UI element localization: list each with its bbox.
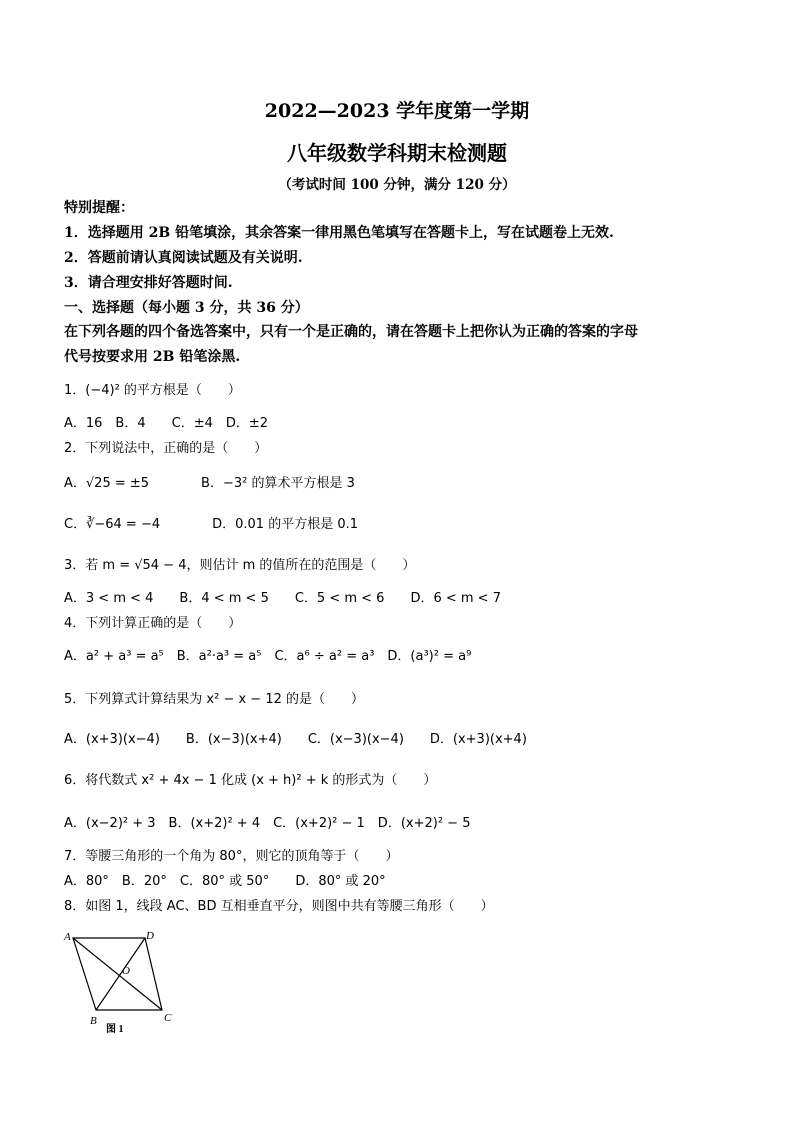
label-b: B — [90, 1015, 97, 1027]
section-instruction-line-1: 在下列各题的四个备选答案中，只有一个是正确的，请在答题卡上把你认为正确的答案的字母 — [64, 324, 638, 340]
question-1-stem: 1．(−4)² 的平方根是（ ） — [64, 383, 241, 398]
exam-title: 八年级数学科期末检测题 — [287, 141, 507, 165]
question-7-stem: 7．等腰三角形的一个角为 80°，则它的顶角等于（ ） — [64, 849, 399, 864]
section-heading: 一、选择题（每小题 3 分，共 36 分） — [64, 300, 309, 316]
question-1-options: A．16 B．4 C．±4 D．±2 — [64, 416, 269, 431]
question-7-options: A．80° B．20° C．80° 或 50° D．80° 或 20° — [64, 874, 386, 889]
question-2-stem: 2．下列说法中，正确的是（ ） — [64, 441, 268, 456]
question-8-stem: 8．如图 1，线段 AC、BD 互相垂直平分，则图中共有等腰三角形（ ） — [64, 899, 494, 914]
question-2-options-ab: A．√25 = ±5 B．−3² 的算术平方根是 3 — [64, 476, 355, 491]
figure-1-rhombus-diagram — [60, 926, 190, 1042]
question-5-options: A．(x+3)(x−4) B．(x−3)(x+4) C．(x−3)(x−4) D．(x+3)(x+4) — [64, 732, 527, 747]
exam-year-term: 2022—2023 学年度第一学期 — [264, 100, 530, 122]
label-d: D — [146, 930, 154, 942]
label-c: C — [164, 1012, 172, 1024]
exam-info: （考试时间 100 分钟，满分 120 分） — [278, 177, 516, 193]
section-instruction-line-2: 代号按要求用 2B 铅笔涂黑. — [64, 349, 241, 365]
question-4-options: A．a² + a³ = a⁵ B．a²·a³ = a⁵ C．a⁶ ÷ a² = a³ D．(a³)² = a⁹ — [64, 649, 472, 664]
question-4-stem: 4．下列计算正确的是（ ） — [64, 616, 242, 631]
question-3-options: A．3 < m < 4 B．4 < m < 5 C．5 < m < 6 D．6 < m < 7 — [64, 591, 501, 606]
diagonal-bd — [96, 938, 145, 1010]
label-o: O — [122, 965, 130, 977]
label-a: A — [64, 931, 71, 943]
question-6-options: A．(x−2)² + 3 B．(x+2)² + 4 C．(x+2)² − 1 D．(x+2)² − 5 — [64, 816, 471, 831]
notice-heading: 特别提醒： — [64, 200, 134, 216]
diagonal-ac — [73, 938, 162, 1010]
question-6-stem: 6．将代数式 x² + 4x − 1 化成 (x + h)² + k 的形式为（ ） — [64, 773, 437, 788]
question-5-stem: 5．下列算式计算结果为 x² − x − 12 的是（ ） — [64, 692, 364, 707]
notice-item-1: 1．选择题用 2B 铅笔填涂，其余答案一律用黑色笔填写在答题卡上，写在试题卷上无效. — [64, 225, 614, 241]
question-2-options-cd: C．∛−64 = −4 D．0.01 的平方根是 0.1 — [64, 517, 359, 532]
figure-caption: 图 1 — [106, 1024, 124, 1035]
notice-item-2: 2．答题前请认真阅读试题及有关说明. — [64, 250, 303, 266]
question-3-stem: 3．若 m = √54 − 4，则估计 m 的值所在的范围是（ ） — [64, 558, 416, 573]
notice-item-3: 3．请合理安排好答题时间. — [64, 275, 233, 291]
